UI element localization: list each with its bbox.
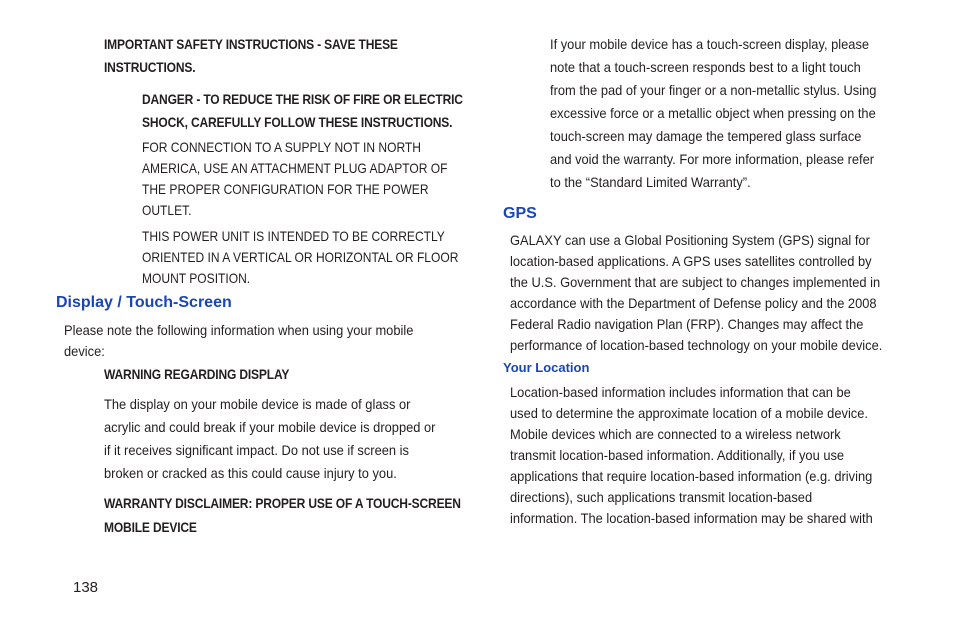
your-location-paragraph (510, 382, 873, 529)
text-line: The display on your mobile device is made of glass or (104, 396, 411, 412)
warranty-title-line: WARRANTY DISCLAIMER: PROPER USE OF A TOUCH-SCREEN (104, 495, 461, 511)
text-line: directions), such applications transmit location-based (510, 489, 813, 505)
safety-instructions-title (104, 33, 398, 79)
display-touch-screen-heading: Display / Touch-Screen (56, 294, 232, 311)
text-line: device: (64, 343, 105, 359)
text-line: to the “Standard Limited Warranty”. (550, 174, 751, 190)
safety-title-line: INSTRUCTIONS. (104, 59, 196, 75)
danger-title-line: DANGER - TO REDUCE THE RISK OF FIRE OR ELECTRIC (142, 91, 463, 107)
text-line: Mobile devices which are connected to a wireless network (510, 426, 841, 442)
text-line: and void the warranty. For more information, please refer (550, 151, 875, 167)
text-line: from the pad of your finger or a non-metallic stylus. Using (550, 82, 877, 98)
power-unit-paragraph (142, 226, 458, 289)
safety-title-line: IMPORTANT SAFETY INSTRUCTIONS - SAVE THESE (104, 36, 398, 52)
text-line: If your mobile device has a touch-screen display, please (550, 36, 870, 52)
text-line: GALAXY can use a Global Positioning System (GPS) signal for (510, 232, 870, 248)
text-line: THIS POWER UNIT IS INTENDED TO BE CORRECTLY (142, 228, 445, 244)
text-line: the U.S. Government that are subject to changes implemented in (510, 274, 881, 290)
text-line: transmit location-based information. Additionally, if you use (510, 447, 845, 463)
text-line: Location-based information includes information that can be (510, 384, 851, 400)
touch-screen-paragraph (550, 33, 876, 194)
text-line: performance of location-based technology on your mobile device. (510, 337, 883, 353)
text-line: Please note the following information when using your mobile (64, 322, 414, 338)
warning-title-line: WARNING REGARDING DISPLAY (104, 366, 290, 382)
text-line: THE PROPER CONFIGURATION FOR THE POWER (142, 181, 429, 197)
page-number: 138 (73, 579, 99, 596)
gps-heading: GPS (503, 205, 537, 222)
text-line: Federal Radio navigation Plan (FRP). Changes may affect the (510, 316, 864, 332)
text-line: excessive force or a metallic object when pressing on the (550, 105, 876, 121)
text-line: information. The location-based information may be shared with (510, 510, 873, 526)
danger-title (142, 88, 463, 134)
connection-paragraph (142, 137, 448, 221)
text-line: acrylic and could break if your mobile device is dropped or (104, 419, 436, 435)
text-line: if it receives significant impact. Do not use if screen is (104, 442, 409, 458)
warranty-disclaimer-title (104, 491, 461, 539)
your-location-heading: Your Location (503, 360, 590, 375)
text-line: applications that require location-based information (e.g. driving (510, 468, 873, 484)
text-line: used to determine the approximate location of a mobile device. (510, 405, 868, 421)
text-line: accordance with the Department of Defense policy and the 2008 (510, 295, 877, 311)
text-line: ORIENTED IN A VERTICAL OR HORIZONTAL OR FLOOR (142, 249, 459, 265)
text-line: note that a touch-screen responds best to a light touch (550, 59, 861, 75)
gps-paragraph (510, 230, 882, 356)
display-intro-paragraph (64, 320, 413, 362)
warning-display-paragraph (104, 393, 435, 485)
danger-title-line: SHOCK, CAREFULLY FOLLOW THESE INSTRUCTIONS. (142, 114, 453, 130)
text-line: touch-screen may damage the tempered glass surface (550, 128, 862, 144)
warning-display-title (104, 363, 289, 386)
warranty-title-line: MOBILE DEVICE (104, 519, 197, 535)
text-line: AMERICA, USE AN ATTACHMENT PLUG ADAPTOR OF (142, 160, 448, 176)
text-line: broken or cracked as this could cause injury to you. (104, 465, 397, 481)
text-line: MOUNT POSITION. (142, 270, 251, 286)
text-line: location-based applications. A GPS uses satellites controlled by (510, 253, 872, 269)
text-line: OUTLET. (142, 202, 192, 218)
text-line: FOR CONNECTION TO A SUPPLY NOT IN NORTH (142, 139, 421, 155)
